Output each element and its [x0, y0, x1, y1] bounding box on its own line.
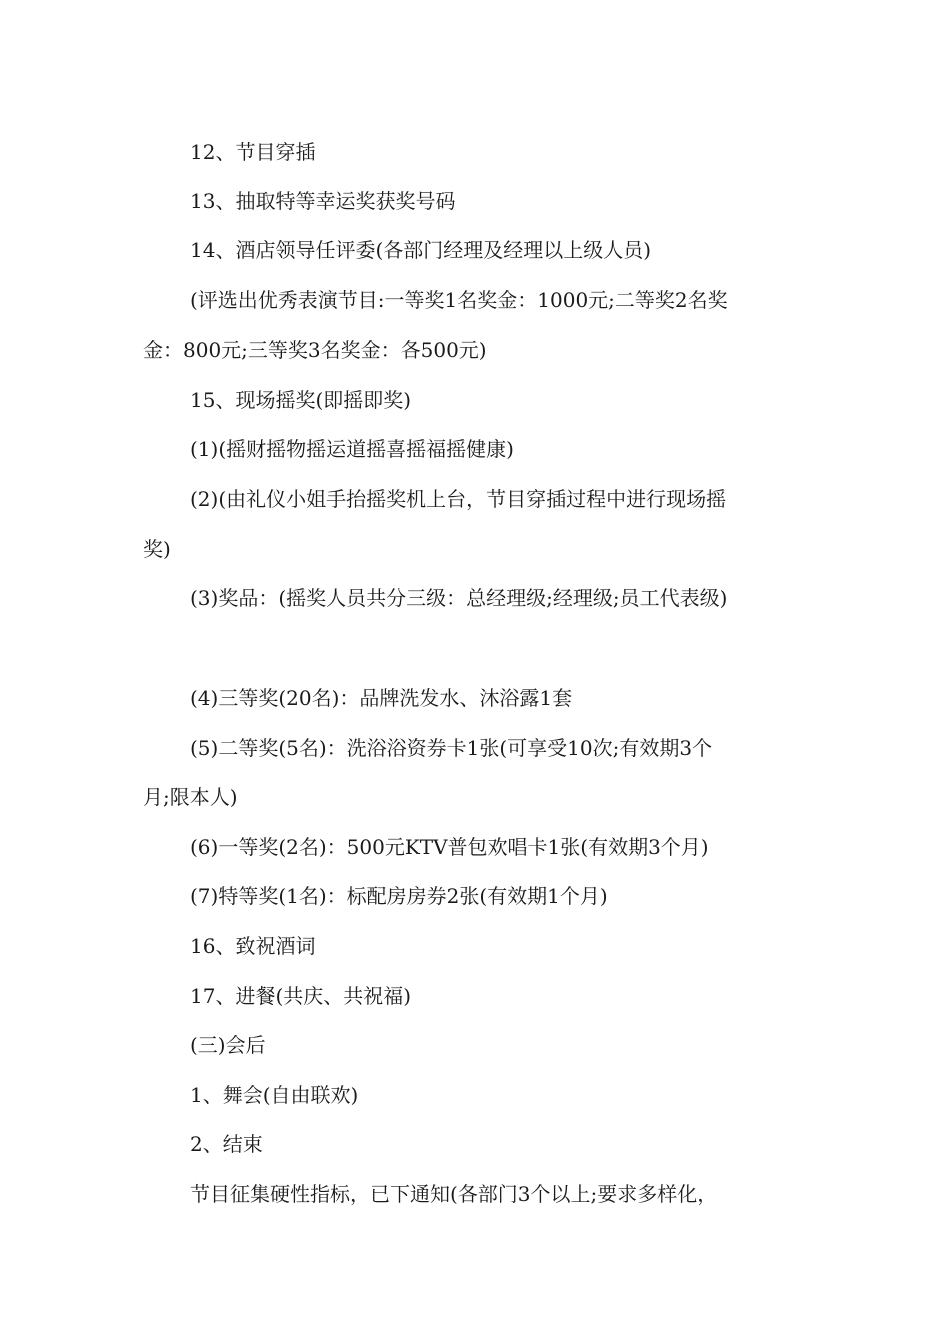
text-line: (评选出优秀表演节目:一等奖1名奖金：1000元;二等奖2名奖 [190, 288, 728, 312]
text-line: 奖) [143, 537, 171, 561]
text-line: (5)二等奖(5名)：洗浴浴资券卡1张(可享受10次;有效期3个 [190, 736, 713, 760]
text-line: 节目征集硬性指标，已下通知(各部门3个以上;要求多样化， [190, 1182, 718, 1206]
text-line: 12、节目穿插 [190, 140, 316, 164]
text-line: (三)会后 [190, 1033, 266, 1057]
text-line: 16、致祝酒词 [190, 934, 316, 958]
text-line: 2、结束 [190, 1132, 263, 1156]
text-line: (6)一等奖(2名)：500元KTV普包欢唱卡1张(有效期3个月) [190, 835, 709, 859]
text-line: (3)奖品：(摇奖人员共分三级：总经理级;经理级;员工代表级) [190, 586, 728, 610]
text-line: 1、舞会(自由联欢) [190, 1083, 359, 1107]
text-line: (7)特等奖(1名)：标配房房券2张(有效期1个月) [190, 884, 608, 908]
text-line: 月;限本人) [143, 785, 238, 809]
text-line: (4)三等奖(20名)：品牌洗发水、沐浴露1套 [190, 686, 573, 710]
text-line: (2)(由礼仪小姐手抬摇奖机上台，节目穿插过程中进行现场摇 [190, 487, 727, 511]
text-line: (1)(摇财摇物摇运道摇喜摇福摇健康) [190, 437, 514, 461]
text-line: 17、进餐(共庆、共祝福) [190, 984, 412, 1008]
text-line: 15、现场摇奖(即摇即奖) [190, 388, 412, 412]
text-line: 金：800元;三等奖3名奖金：各500元) [143, 338, 487, 362]
text-line: 13、抽取特等幸运奖获奖号码 [190, 189, 456, 213]
text-line: 14、酒店领导任评委(各部门经理及经理以上级人员) [190, 238, 652, 262]
